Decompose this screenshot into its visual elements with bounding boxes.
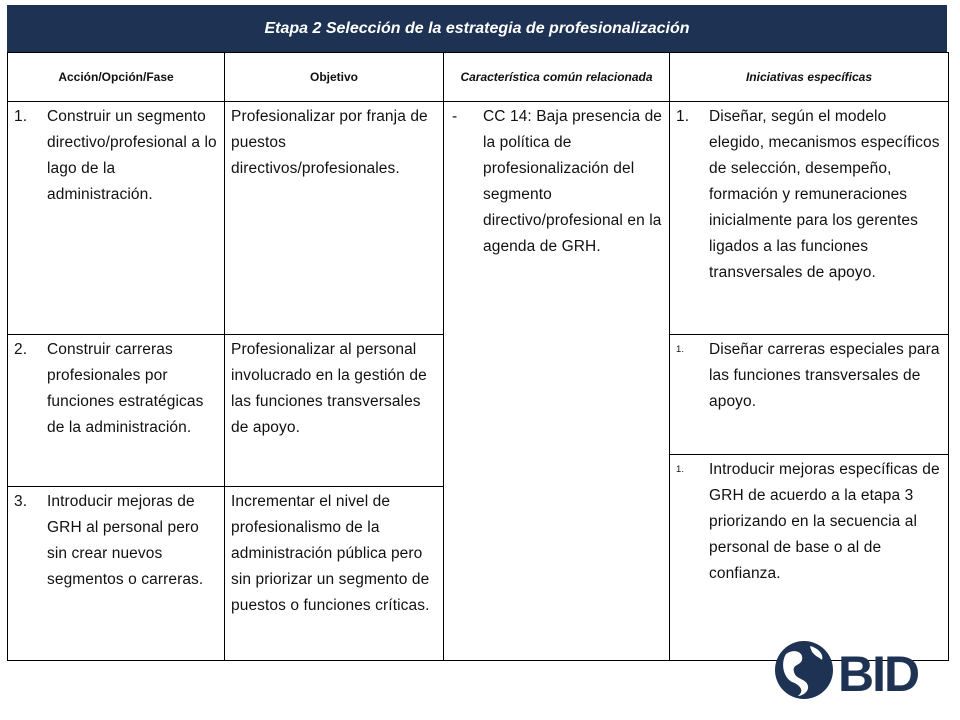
column-header-caracteristica: Característica común relacionada: [444, 53, 670, 102]
accion-text: Introducir mejoras de GRH al personal pero sin crear nuevos segmentos o carreras.: [47, 493, 204, 588]
accion-text: Construir un segmento directivo/profesional a lo lago de la administración.: [47, 108, 217, 203]
objetivo-text: Profesionalizar por franja de puestos directivos/profesionales.: [231, 108, 428, 177]
column-header-iniciativas: Iniciativas específicas: [670, 53, 949, 102]
caracteristica-cell: [444, 102, 670, 661]
objetivo-cell: [225, 335, 444, 487]
list-number: 3.: [14, 493, 28, 510]
iniciativa-text: Diseñar, según el modelo elegido, mecanismos específicos de selección, desempeño, formación y remuneraciones inicialmente para los gerentes ligados a las funciones transversales de apoyo.: [709, 108, 940, 281]
iniciativa-cell: [670, 102, 949, 335]
logo-text: BID: [838, 646, 919, 702]
iniciativa-text: Introducir mejoras específicas de GRH de acuerdo a la etapa 3 priorizando en la secuencia al personal de base o al de confianza.: [709, 461, 940, 582]
objetivo-cell: [225, 487, 444, 661]
iniciativa-cell: [670, 455, 949, 661]
accion-cell: [8, 335, 225, 487]
objetivo-text: Incrementar el nivel de profesionalismo de la administración pública pero sin priorizar un segmento de puestos o funciones críticas.: [231, 493, 430, 614]
column-header-accion: Acción/Opción/Fase: [8, 53, 225, 102]
caracteristica-text: CC 14: Baja presencia de la política de profesionalización del segmento directivo/profesional en la agenda de GRH.: [483, 108, 663, 255]
iniciativa-cell: [670, 335, 949, 455]
bid-logo: [772, 634, 934, 706]
strategy-table: [7, 52, 949, 661]
list-number: 2.: [14, 341, 28, 358]
list-number: 1.: [676, 108, 690, 125]
accion-cell: [8, 102, 225, 335]
accion-cell: [8, 487, 225, 661]
dash-bullet: -: [452, 108, 458, 125]
page-title: Etapa 2 Selección de la estrategia de profesionalización: [7, 5, 947, 52]
table-row: [8, 102, 949, 335]
accion-text: Construir carreras profesionales por funciones estratégicas de la administración.: [47, 341, 204, 436]
list-number: 1.: [676, 464, 685, 475]
list-number: 1.: [14, 108, 28, 125]
column-header-objetivo: Objetivo: [225, 53, 444, 102]
objetivo-cell: [225, 102, 444, 335]
iniciativa-text: Diseñar carreras especiales para las funciones transversales de apoyo.: [709, 341, 940, 410]
table-header-row: [8, 53, 949, 102]
list-number: 1.: [676, 344, 685, 355]
bid-logo-graphic: [772, 634, 934, 706]
objetivo-text: Profesionalizar al personal involucrado en la gestión de las funciones transversales de apoyo.: [231, 341, 427, 436]
